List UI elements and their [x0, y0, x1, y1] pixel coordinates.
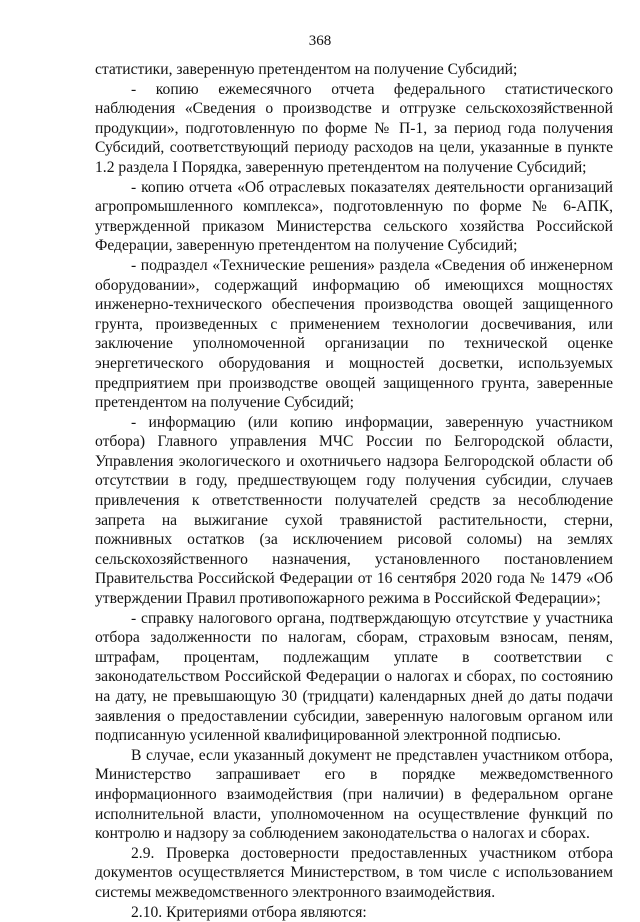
paragraph-form-p1: - копию ежемесячного отчета федерального статистического наблюдения «Сведения о производстве и отгрузке сельскохозяйственной продукции», подготовленную по форме № П-1, за период года получения Субсидий, соответствующий периоду расходов на цели, указанные в пункте 1.2 раздела I Порядка, заверенную претендентом на получение Субсидий; — [95, 80, 613, 176]
paragraph-continuation: статистики, заверенную претендентом на получение Субсидий; — [95, 61, 518, 78]
document-body — [95, 60, 613, 922]
page-number: 368 — [308, 33, 332, 49]
paragraph-form-6apk: - копию отчета «Об отраслевых показателях деятельности организаций агропромышленного комплекса», подготовленную по форме № 6-АПК, утвержденной приказом Министерства сельского хозяйства Российской Федерации, заверенную претендентом на получение Субсидий; — [95, 178, 613, 255]
paragraph-mchs-info: - информацию (или копию информации, заверенную участником отбора) Главного управления МЧС России по Белгородской области, Управления экологического и охотничьего надзора Белгородской области об отсутствии в году, предшествующем году получения субсидии, случаев привлечения к ответственности получателей средств за несоблюдение запрета на выжигание сухой травянистой растительности, стерни, пожнивных остатков (за исключением рисовой соломы) на землях сельскохозяйственного назначения, установленного постановлением Правительства Российской Федерации от 16 сентября 2020 года № 1479 «Об утверждении Правил противопожарного режима в Российской Федерации»; — [95, 413, 613, 608]
paragraph-section-2-9: 2.9. Проверка достоверности предоставленных участником отбора документов осуществляется Министерством, в том числе с использованием системы межведомственного электронного взаимодействия. — [95, 844, 613, 901]
paragraph-section-2-10: 2.10. Критериями отбора являются: — [131, 903, 367, 921]
paragraph-technical-solutions: - подраздел «Технические решения» раздела «Сведения об инженерном оборудовании», содержащий информацию об имеющихся мощностях инженерно-технического обеспечения производства овощей защищенного грунта, произведенных с применением технологии досвечивания, или заключение уполномоченной организации по технической оценке энергетического оборудования и мощностей досветки, используемых предприятием при производстве овощей защищенного грунта, заверенные претендентом на получение Субсидий; — [95, 256, 613, 412]
paragraph-tax-certificate: - справку налогового органа, подтверждающую отсутствие у участника отбора задолженности по налогам, сборам, страховым взносам, пеням, штрафам, процентам, подлежащим уплате в соответствии с законодательством Российской Федерации о налогах и сборах, по состоянию на дату, не превышающую 30 (тридцати) календарных дней до даты подачи заявления о предоставлении субсидии, заверенную налоговым органом или подписанную усиленной квалифицированной электронной подписью. — [95, 609, 613, 745]
paragraph-ministry-request: В случае, если указанный документ не представлен участником отбора, Министерство запрашивает его в порядке межведомственного информационного взаимодействия (при наличии) в федеральном органе исполнительной власти, уполномоченном на осуществление функций по контролю и надзору за соблюдением законодательства о налогах и сборах. — [95, 746, 613, 843]
